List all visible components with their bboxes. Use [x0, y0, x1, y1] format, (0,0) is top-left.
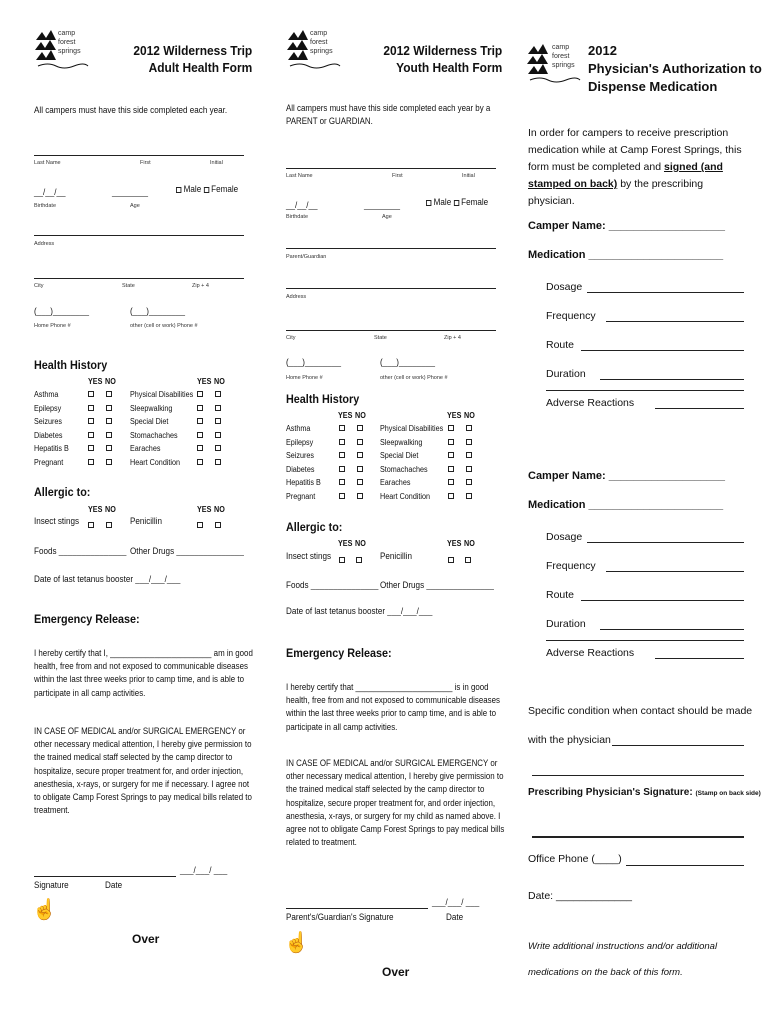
route-label: Route [546, 589, 575, 601]
with-physician-label: with the physician [528, 734, 611, 746]
camp-logo [286, 22, 342, 72]
condition-yes-checkbox[interactable] [339, 439, 345, 445]
other-phone-field[interactable]: (___)________ [380, 357, 435, 367]
condition-yes-checkbox[interactable] [339, 452, 345, 458]
pointing-hand-icon: ☝ [32, 899, 57, 921]
office-phone-label: Office Phone (____) [528, 853, 622, 865]
adverse-reactions-field[interactable] [655, 658, 744, 659]
emergency-text: IN CASE OF MEDICAL and/or SURGICAL EMERGENCY or other necessary medical attention, I hereby give permission to the trained medical staff selected by the camp director to hospitalize, secure proper treatment for, and order injection, anesthesia, x-rays, or surgery for me if necessary. I agree not to obligate Camp Forest Springs to pay medical bills related to treatment. [34, 726, 252, 816]
adverse-reactions-field[interactable] [655, 408, 744, 409]
penicillin-no-checkbox[interactable] [465, 551, 471, 569]
medication-field[interactable]: Medication ______________________ [528, 249, 724, 261]
frequency-label: Frequency [546, 310, 596, 322]
condition-yes-checkbox[interactable] [448, 452, 454, 458]
condition-label: Hepatitis B [34, 444, 69, 453]
youth-health-form [282, 0, 508, 1024]
condition-no-checkbox[interactable] [106, 405, 112, 411]
condition-yes-checkbox[interactable] [197, 405, 203, 411]
condition-yes-checkbox[interactable] [448, 425, 454, 431]
condition-yes-checkbox[interactable] [88, 459, 94, 465]
date-field[interactable]: Date: _____________ [528, 890, 632, 902]
address-field[interactable] [286, 288, 496, 289]
condition-no-checkbox[interactable] [215, 432, 221, 438]
label: YES [447, 539, 462, 548]
birthdate-field[interactable]: __/__/__ [34, 187, 66, 197]
condition-label: Earaches [380, 478, 411, 487]
home-phone-field[interactable]: (___)________ [286, 357, 341, 367]
label: Initial [462, 173, 475, 179]
condition-yes-checkbox[interactable] [88, 432, 94, 438]
health-history-heading: Health History [34, 358, 108, 372]
form-title: 2012 Wilderness Trip Adult Health Form [133, 43, 252, 75]
condition-label: Stomachaches [130, 430, 178, 440]
label: Address [286, 294, 307, 300]
gender-checkboxes[interactable]: Male Female [426, 196, 488, 209]
signature-field[interactable] [286, 908, 428, 909]
logo-text: forest [310, 39, 328, 46]
condition-no-checkbox[interactable] [466, 493, 472, 499]
other-drugs-field[interactable]: Other Drugs _______________ [130, 546, 244, 556]
label: NO [355, 539, 366, 548]
insect-stings-label: Insect stings [34, 516, 80, 526]
condition-no-checkbox[interactable] [106, 391, 112, 397]
condition-label: Special Diet [130, 417, 169, 426]
prescribing-signature-label: Prescribing Physician's Signature: (Stamp on back side) [528, 787, 761, 798]
condition-no-checkbox[interactable] [466, 439, 472, 445]
birthdate-field[interactable]: __/__/__ [286, 200, 318, 210]
condition-no-checkbox[interactable] [215, 405, 221, 411]
condition-label: Sleepwalking [130, 403, 173, 413]
condition-yes-checkbox[interactable] [448, 479, 454, 485]
condition-label: Diabetes [34, 430, 63, 440]
label: YES [88, 377, 103, 386]
label: NO [355, 411, 366, 420]
duration-label: Duration [546, 618, 586, 630]
duration-label: Duration [546, 368, 586, 380]
condition-yes-checkbox[interactable] [197, 391, 203, 397]
specific-condition-label: Specific condition when contact should be made [528, 705, 753, 717]
insect-yes-checkbox[interactable] [339, 551, 345, 569]
condition-field[interactable] [532, 775, 744, 776]
label: Birthdate [34, 203, 57, 209]
condition-no-checkbox[interactable] [357, 452, 363, 458]
adverse-reactions-label: Adverse Reactions [546, 397, 635, 409]
condition-no-checkbox[interactable] [357, 439, 363, 445]
condition-yes-checkbox[interactable] [339, 479, 345, 485]
condition-label: Sleepwalking [380, 437, 423, 447]
condition-yes-checkbox[interactable] [448, 439, 454, 445]
penicillin-yes-checkbox[interactable] [448, 551, 454, 569]
condition-yes-checkbox[interactable] [197, 459, 203, 465]
insect-stings-label: Insect stings [286, 551, 332, 561]
intro-text: In order for campers to receive prescription medication while at Camp Forest Springs, this form must be completed and signed (and stamped on back) by the prescribing physician. [528, 127, 742, 207]
label: Last Name [34, 160, 61, 166]
signature-date-field[interactable]: ___/___/ ___ [432, 897, 480, 907]
penicillin-label: Penicillin [130, 516, 162, 526]
logo-text: forest [552, 53, 570, 60]
emergency-text: IN CASE OF MEDICAL and/or SURGICAL EMERGENCY or other necessary medical attention, I hereby give permission to the trained medical staff selected by the camp director to hospitalize, secure proper treatment for, and order injection, anesthesia, x-rays, or surgery for my child as named above. I agree not to obligate Camp Forest Springs to pay medical bills related to treatment. [286, 758, 505, 848]
office-phone-field[interactable] [626, 865, 744, 866]
address-field[interactable] [34, 235, 244, 236]
condition-label: Special Diet [380, 451, 419, 460]
camper-name-field[interactable]: Camper Name: ___________________ [528, 470, 725, 482]
label: Signature [34, 880, 69, 890]
label: Birthdate [286, 214, 309, 220]
logo-text: springs [552, 62, 575, 69]
frequency-field[interactable] [606, 571, 744, 572]
label: State [122, 283, 135, 289]
dosage-field[interactable] [587, 292, 744, 293]
allergic-heading: Allergic to: [286, 520, 343, 534]
medication-field[interactable]: Medication ______________________ [528, 499, 724, 511]
allergic-heading: Allergic to: [34, 485, 91, 499]
camper-name-field[interactable]: Camper Name: ___________________ [528, 220, 725, 232]
condition-label: Pregnant [34, 457, 64, 467]
camp-logo [34, 22, 90, 72]
condition-no-checkbox[interactable] [215, 445, 221, 451]
condition-label: Pregnant [286, 491, 316, 501]
physician-signature-field[interactable] [532, 836, 744, 838]
logo-text: forest [58, 39, 76, 46]
condition-label: Physical Disabilities [130, 390, 194, 399]
label: First [140, 160, 151, 166]
insect-yes-checkbox[interactable] [88, 516, 94, 534]
label: YES [338, 539, 353, 548]
other-phone-field[interactable]: (___)________ [130, 306, 185, 316]
label: State [374, 335, 387, 341]
certify-text: I hereby certify that I, _______________________ am in good health, free from and not exposed to communicable diseases within the last three weeks prior to camp time, and is able to participate in all camp activities. [34, 648, 253, 698]
condition-yes-checkbox[interactable] [88, 405, 94, 411]
route-field[interactable] [581, 600, 744, 601]
name-field[interactable] [286, 168, 496, 169]
condition-label: Seizures [286, 451, 315, 460]
label: Date [105, 880, 123, 890]
city-field[interactable] [286, 330, 496, 331]
home-phone-field[interactable]: (___)________ [34, 306, 89, 316]
insect-no-checkbox[interactable] [106, 516, 112, 534]
condition-label: Epilepsy [286, 437, 314, 447]
label: Age [382, 214, 392, 220]
penicillin-yes-checkbox[interactable] [197, 516, 203, 534]
condition-yes-checkbox[interactable] [197, 445, 203, 451]
parent-guardian-field[interactable] [286, 248, 496, 249]
condition-yes-checkbox[interactable] [339, 493, 345, 499]
name-field[interactable] [34, 155, 244, 156]
label: City [34, 283, 44, 289]
over-text: Over [382, 965, 410, 979]
adverse-reactions-label: Adverse Reactions [546, 647, 635, 659]
condition-no-checkbox[interactable] [357, 493, 363, 499]
gender-checkboxes[interactable]: Male Female [176, 183, 238, 196]
adult-health-form [30, 0, 258, 1024]
intro-text: All campers must have this side completed each year by a PARENT or GUARDIAN. [286, 103, 491, 127]
route-label: Route [546, 339, 575, 351]
label: NO [214, 377, 225, 386]
logo-text: springs [310, 48, 333, 55]
label: YES [88, 505, 103, 514]
other-drugs-field[interactable]: Other Drugs _______________ [380, 580, 494, 590]
condition-yes-checkbox[interactable] [339, 425, 345, 431]
condition-label: Asthma [286, 424, 311, 433]
label: Address [34, 241, 55, 247]
condition-yes-checkbox[interactable] [197, 418, 203, 424]
frequency-field[interactable] [606, 321, 744, 322]
label: YES [197, 505, 212, 514]
frequency-label: Frequency [546, 560, 596, 572]
tetanus-field[interactable]: Date of last tetanus booster ___/___/___ [34, 574, 181, 584]
label: Home Phone # [34, 323, 71, 329]
condition-yes-checkbox[interactable] [88, 418, 94, 424]
logo-text: springs [58, 48, 81, 55]
duration-field[interactable] [600, 379, 744, 380]
condition-no-checkbox[interactable] [466, 479, 472, 485]
label: NO [105, 505, 116, 514]
tetanus-field[interactable]: Date of last tetanus booster ___/___/___ [286, 606, 433, 616]
condition-no-checkbox[interactable] [357, 466, 363, 472]
condition-yes-checkbox[interactable] [448, 466, 454, 472]
note-text: Write additional instructions and/or additional medications on the back of this form. [528, 941, 718, 978]
condition-no-checkbox[interactable] [466, 466, 472, 472]
condition-label: Heart Condition [130, 457, 181, 467]
label: other (cell or work) Phone # [130, 323, 198, 329]
condition-label: Earaches [130, 444, 161, 453]
foods-field[interactable]: Foods _______________ [34, 546, 127, 556]
label: City [286, 335, 296, 341]
label: Zip + 4 [192, 283, 209, 289]
physician-authorization-form [526, 0, 762, 1024]
label: NO [464, 411, 475, 420]
condition-label: Diabetes [286, 464, 315, 474]
foods-field[interactable]: Foods _______________ [286, 580, 379, 590]
label: Last Name [286, 173, 313, 179]
condition-yes-checkbox[interactable] [448, 493, 454, 499]
condition-no-checkbox[interactable] [357, 425, 363, 431]
label: YES [197, 377, 212, 386]
condition-no-checkbox[interactable] [215, 418, 221, 424]
age-field[interactable]: ________ [112, 187, 149, 197]
emergency-release-heading: Emergency Release: [286, 646, 392, 660]
label: Home Phone # [286, 375, 323, 381]
over-text: Over [132, 932, 160, 946]
condition-yes-checkbox[interactable] [88, 391, 94, 397]
signature-field[interactable] [34, 876, 176, 877]
camp-logo [526, 36, 582, 86]
condition-yes-checkbox[interactable] [197, 432, 203, 438]
label: YES [338, 411, 353, 420]
form-title: 2012 Physician's Authorization to Dispense Medication [588, 43, 762, 94]
condition-yes-checkbox[interactable] [88, 445, 94, 451]
condition-no-checkbox[interactable] [215, 459, 221, 465]
condition-label: Hepatitis B [286, 478, 321, 487]
penicillin-no-checkbox[interactable] [215, 516, 221, 534]
logo-text: camp [552, 44, 570, 51]
health-history-heading: Health History [286, 392, 360, 406]
condition-label: Asthma [34, 390, 59, 399]
signature-date-field[interactable]: ___/___/ ___ [180, 865, 228, 875]
condition-label: Heart Condition [380, 491, 431, 501]
dosage-label: Dosage [546, 531, 583, 543]
emergency-release-heading: Emergency Release: [34, 612, 140, 626]
label: NO [464, 539, 475, 548]
duration-field[interactable] [600, 629, 744, 630]
label: Date [446, 912, 464, 922]
penicillin-label: Penicillin [380, 551, 412, 561]
condition-no-checkbox[interactable] [106, 459, 112, 465]
adverse-reactions-field-2[interactable] [546, 640, 744, 641]
label: Initial [210, 160, 223, 166]
condition-label: Seizures [34, 417, 63, 426]
city-field[interactable] [34, 278, 244, 279]
logo-text: camp [58, 30, 76, 37]
condition-no-checkbox[interactable] [466, 452, 472, 458]
intro-text: All campers must have this side completed each year. [34, 105, 228, 115]
condition-label: Physical Disabilities [380, 424, 444, 433]
condition-no-checkbox[interactable] [106, 445, 112, 451]
condition-no-checkbox[interactable] [106, 418, 112, 424]
with-physician-field[interactable] [612, 745, 744, 746]
label: Parent/Guardian [286, 254, 327, 260]
label: First [392, 173, 403, 179]
condition-no-checkbox[interactable] [215, 391, 221, 397]
form-title: 2012 Wilderness Trip Youth Health Form [383, 43, 502, 75]
dosage-field[interactable] [587, 542, 744, 543]
insect-no-checkbox[interactable] [356, 551, 362, 569]
certify-text: I hereby certify that ______________________ is in good health, free from and not exposed to communicable diseases within the last three weeks prior to camp time, and is able to participate in all camp activities. [286, 682, 500, 732]
adverse-reactions-field-2[interactable] [546, 390, 744, 391]
label: Age [130, 203, 140, 209]
label: Parent's/Guardian's Signature [286, 912, 394, 922]
pointing-hand-icon: ☝ [284, 932, 309, 954]
logo-text: camp [310, 30, 328, 37]
label: Zip + 4 [444, 335, 461, 341]
condition-no-checkbox[interactable] [106, 432, 112, 438]
condition-no-checkbox[interactable] [357, 479, 363, 485]
route-field[interactable] [581, 350, 744, 351]
label: NO [105, 377, 116, 386]
label: other (cell or work) Phone # [380, 375, 448, 381]
condition-no-checkbox[interactable] [466, 425, 472, 431]
condition-yes-checkbox[interactable] [339, 466, 345, 472]
age-field[interactable]: ________ [364, 200, 401, 210]
condition-label: Epilepsy [34, 403, 62, 413]
condition-label: Stomachaches [380, 464, 428, 474]
dosage-label: Dosage [546, 281, 583, 293]
label: NO [214, 505, 225, 514]
label: YES [447, 411, 462, 420]
